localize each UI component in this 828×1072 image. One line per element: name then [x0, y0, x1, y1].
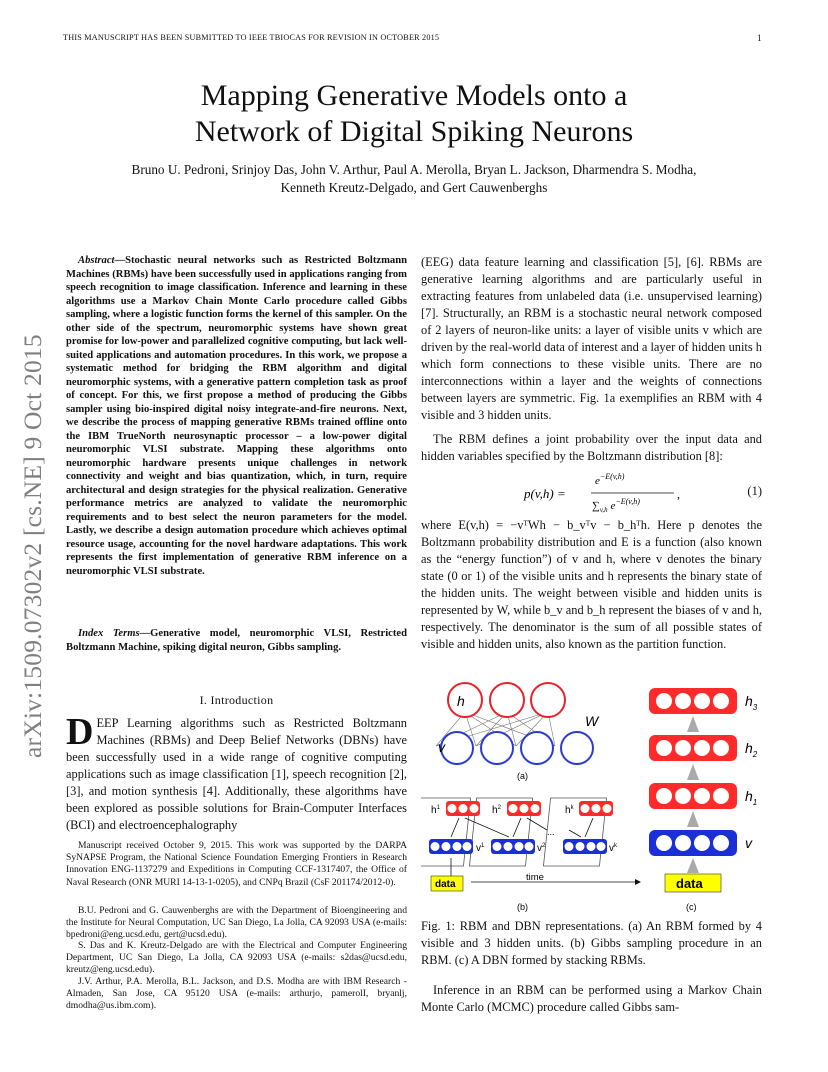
vk-block — [563, 839, 607, 854]
section-heading: I. Introduction — [199, 693, 274, 707]
label-W: W — [585, 713, 599, 729]
footnote-manuscript: Manuscript received October 9, 2015. This work was supported by the DARPA SyNAPSE Program, the National Science Foundation Emerging Frontiers in Research Innovation ENG-1137279 and Expeditions in Computing CCF-1317407, the Office of Naval Research (ONR MURI 14-13-1-0205), and CNPq Brazil (CsF 201174/2012-0). — [66, 840, 407, 888]
label-c-h2: $h_2$ — [745, 740, 758, 759]
page-number: 1 — [757, 33, 762, 43]
h1-block — [446, 801, 480, 816]
label-h: h — [457, 693, 465, 709]
intro-paragraph — [66, 711, 407, 834]
visible-unit — [441, 732, 473, 764]
figure-1-graphic — [421, 680, 766, 916]
footnote-affiliation-3: J.V. Arthur, P.A. Merolla, B.L. Jackson, and D.S. Modha are with IBM Research - Almaden, San Jose, CA 95120 USA (e-mails: arthurjo, pamerolI, bryanlj, dmodha@us.ibm.com). — [66, 976, 407, 1012]
index-terms-lead: Index Terms — [78, 628, 140, 639]
rbm-panel-a — [436, 683, 600, 781]
dbn-panel-c — [649, 688, 758, 912]
label-vk: $v^k$ — [609, 843, 617, 854]
footnote-affiliation-2: S. Das and K. Kreutz-Delgado are with the Electrical and Computer Engineering Department, UC San Diego, La Jolla, CA 92093 USA (e-mails: s2das@ucsd.edu, kreutz@eng.ucsd.edu). — [66, 940, 407, 976]
eq-numerator: $e^{-E(v,h)}$ — [595, 472, 625, 487]
label-h1: $h^1$ — [431, 805, 440, 816]
footnote-affiliation-1: B.U. Pedroni and G. Cauwenberghs are with the Department of Bioengineering and the Institute for Neural Computation, UC San Diego, La Jolla, CA 92093 USA (e-mails: bpedroni@eng.ucsd.edu, gert@ucsd.edu). — [66, 905, 407, 941]
authors-line-2: Kenneth Kreutz-Delgado, and Gert Cauwenberghs — [280, 180, 548, 195]
label-c-h1: $h_1$ — [745, 788, 758, 807]
label-a: (a) — [517, 771, 528, 781]
abstract-text: —Stochastic neural networks such as Restricted Boltzmann Machines (RBMs) have been successfully used in applications ranging from speech recognition to image classification. Inference and learning in these algorithms use a Markov Chain Monte Carlo procedure called Gibbs sampling, where a logistic function forms the kernel of this sampler. On the other side of the spectrum, neuromorphic systems have shown great promise for low-power and parallelized cognitive computing, but lack well-suited applications and automation procedures. In this work, we propose a systematic method for bridging the RBM algorithm and digital neuromorphic systems, with a generative pattern completion task as proof of concept. For this, we first propose a method of producing the Gibbs sampler using bio-inspired digital noisy integrate-and-fire neurons. Next, we describe the process of mapping generative RBMs trained offline onto the IBM TrueNorth neurosynaptic processor – a low-power digital neuromorphic VLSI substrate. Mapping these algorithms onto neuromorphic hardware presents unique challenges in network connectivity and weight and bias quantization, which, in turn, require architectural and design strategies for the physical realization. Generative performance metrics are analyzed to validate the neuromorphic requirements and to best select the neuron parameters for the model. Lastly, we describe a design automation procedure which achieves optimal resource usage, accounting for the novel hardware adaptations. This work represents the first implementation of generative RBM inference on a neuromorphic VLSI substrate. — [66, 255, 407, 577]
label-c-h3: $h_3$ — [745, 693, 758, 712]
data-label-b: data — [435, 879, 456, 890]
visible-unit — [521, 732, 553, 764]
eq-comma: , — [677, 487, 680, 501]
dbn-layer-h1 — [649, 783, 737, 809]
hidden-unit — [448, 683, 482, 717]
h2-block — [507, 801, 541, 816]
index-terms — [66, 627, 407, 654]
data-label-c: data — [676, 876, 703, 891]
body-paragraph-1: (EEG) data feature learning and classification [5], [6]. RBMs are generative learning algorithms and are particularly useful in extracting features from unlabeled data (i.e. unsupervised learning) [7]. Structurally, an RBM is a stochastic neural network composed of 2 layers of neuron-like units: a layer of visible units v which are driven by the real-world data of interest and a layer of hidden units h which form connections to these visible units. There are no interconnections within a layer and the weights of connections between layers are symmetric. Fig. 1a exemplifies an RBM with 4 visible and 3 hidden units. — [421, 255, 762, 422]
label-c-v: v — [745, 835, 752, 851]
arxiv-stamp: arXiv:1509.07302v2 [cs.NE] 9 Oct 2015 — [18, 334, 47, 758]
figure-caption: Fig. 1: RBM and DBN representations. (a) An RBM formed by 4 visible and 3 hidden units. (b) Gibbs sampling procedure in an RBM. (c) A DBN formed by stacking RBMs. — [421, 919, 762, 967]
v1-block — [429, 839, 473, 854]
dbn-layer-h3 — [649, 688, 737, 714]
abstract-lead: Abstract — [78, 255, 115, 266]
visible-unit — [561, 732, 593, 764]
hk-block — [579, 801, 613, 816]
hidden-unit — [490, 683, 524, 717]
intro-text: EEP Learning algorithms such as Restricted Boltzmann Machines (RBMs) and Deep Belief Networks (DBNs) have been successfully used in a wide range of cognitive computing applications such as image classification [1], speech recognition [2], [3], and motion synthesis [4]. Additionally, these algorithms have been explored as possible solutions for Brain-Computer Interfaces (BCI) and electroencephalography — [66, 716, 407, 832]
authors-line-1: Bruno U. Pedroni, Srinjoy Das, John V. Arthur, Paul A. Merolla, Bryan L. Jackson, Dharmendra S. Modha, — [131, 162, 697, 177]
body-paragraph-4: Inference in an RBM can be performed using a Markov Chain Monte Carlo (MCMC) procedure called Gibbs sam- — [421, 983, 762, 1014]
hidden-unit — [531, 683, 565, 717]
index-terms-text: —Generative model, neuromorphic VLSI, Restricted Boltzmann Machine, spiking digital neuron, Gibbs sampling. — [66, 628, 407, 653]
label-b: (b) — [517, 902, 528, 912]
eq-denominator: $\sum_{v,h}$ $e^{-E(v,h)}$ — [592, 497, 640, 514]
label-v: v — [438, 739, 445, 755]
equation-graphic — [421, 470, 762, 516]
gibbs-panel-b — [421, 798, 641, 912]
body-paragraph-3: where E(v,h) = −vᵀWh − b_vᵀv − b_hᵀh. Here p denotes the Boltzmann probability distribution and E is a function (also known as the “energy function”) of v and h, where v denotes the binary state (0 or 1) of the visible units and h represents the binary state of the hidden units. The weight between visible and hidden units is represented by W, while b_v and b_h represent the biases of v and h, respectively. The denominator is the sum of all possible states of visible and hidden units, also known as the partition function. — [421, 518, 762, 651]
ellipsis-label: ... — [547, 827, 555, 837]
label-hk: $h^k$ — [565, 805, 574, 816]
paper-title — [60, 78, 768, 150]
time-label: time — [526, 872, 544, 883]
v2-block — [491, 839, 535, 854]
running-head: THIS MANUSCRIPT HAS BEEN SUBMITTED TO IEEE TBIOCAS FOR REVISION IN OCTOBER 2015 — [63, 33, 440, 42]
label-v1: $v^1$ — [476, 843, 485, 854]
dbn-layer-h2 — [649, 735, 737, 761]
title-line-1: Mapping Generative Models onto a — [200, 79, 628, 112]
label-c: (c) — [686, 902, 697, 912]
label-h2: $h^2$ — [492, 805, 501, 816]
figure-1 — [421, 680, 766, 916]
label-v2: $v^2$ — [537, 843, 546, 854]
eq-number: (1) — [747, 484, 762, 498]
dropcap: D — [66, 711, 94, 753]
abstract — [66, 254, 407, 578]
author-list — [60, 161, 768, 197]
title-line-2: Network of Digital Spiking Neurons — [194, 115, 634, 148]
visible-unit — [481, 732, 513, 764]
equation-1 — [421, 470, 762, 516]
dbn-layer-v — [649, 830, 737, 856]
body-paragraph-2: The RBM defines a joint probability over the input data and hidden variables specified by the Boltzmann distribution [8]: — [421, 432, 762, 463]
eq-lhs: p(v,h) = — [524, 486, 566, 501]
